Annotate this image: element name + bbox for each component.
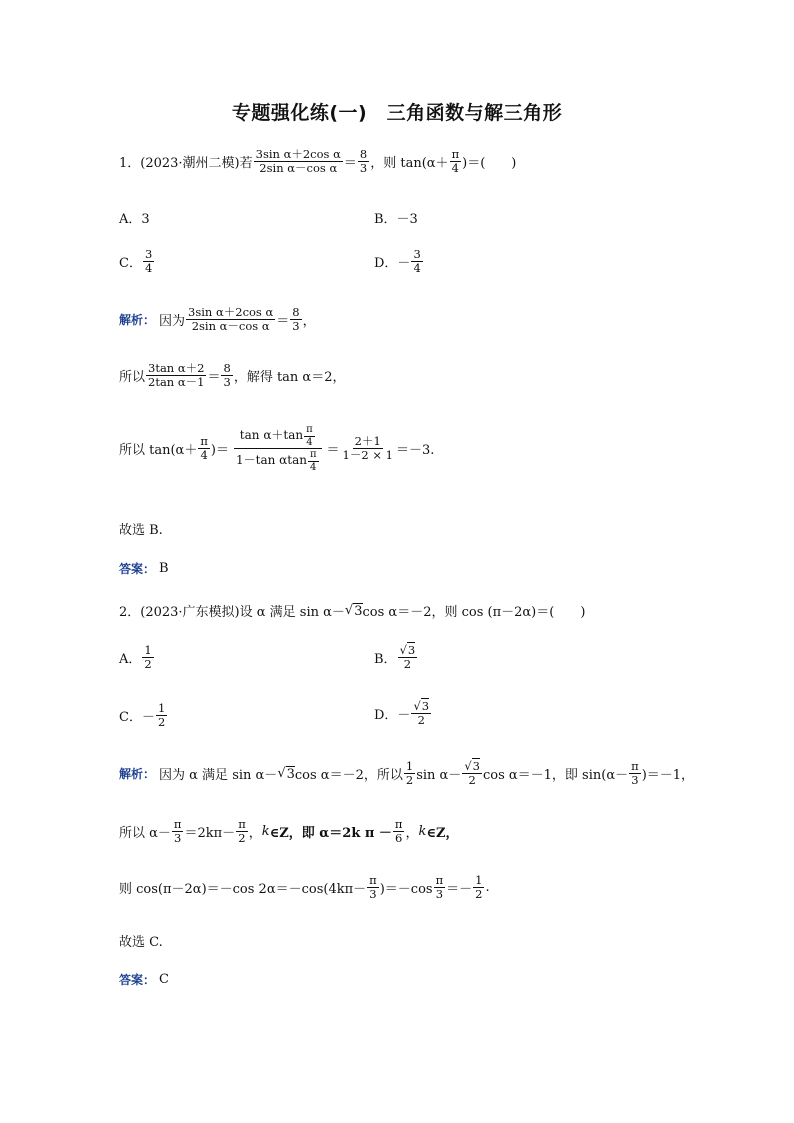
solution-label: 解析： [119,313,156,328]
q2-option-c: C．－ $\frac{1}{2}$ [119,701,166,730]
q1-rhs-fraction: $\frac{8}{3}$ [359,147,368,176]
page-title: 专题强化练(一) 三角函数与解三角形 [231,102,563,124]
q1-choose: 故选 B. [119,523,163,538]
q1-fraction: $\frac{\text{3sin α＋2cos α}}{\text{2sin α－cos α}}$ [255,147,341,176]
q2-answer: 答案： C [119,972,169,987]
q1-solution-line-1: 解析： 因为 $\frac{\text{3sin α＋2cos α}}{\text{2sin α－cos α}}$ ＝ $\frac{8}{3}$ ， [119,305,316,334]
q1-pi-quarter: $\frac{\pi}{4}$ [451,147,460,176]
q2-solution-line-2: 所以 α－ $\frac{\pi}{3}$ ＝2kπ－ $\frac{\pi}{2}$ ， k ∈Z，即 α＝2k π － $\frac{\pi}{6}$ ， k ∈Z， [119,817,459,846]
q1-solution-line-3: 所以 tan(α＋ $\frac{\pi}{4}$ )＝ tan α＋tan $\frac{\pi}{4}$ 1－tan αtan $\frac{\pi}{4}$ ＝ $\frac{2+1}{1-2 \times 1}$ ＝－3. [119,424,435,473]
q2-option-a: A． $\frac{1}{2}$ [119,643,152,672]
q2-solution-line-3: 则 cos(π－2α)＝－cos 2α＝－cos(4kπ－ $\frac{\pi}{3}$ )＝－cos $\frac{\pi}{3}$ ＝－ $\frac{1}{2}$ . [119,873,490,902]
q1-nested-fraction: tan α＋tan $\frac{\pi}{4}$ 1－tan αtan $\frac{\pi}{4}$ [230,424,326,473]
q1-solution-line-2: 所以 $\frac{\text{3tan α＋2}}{\text{2tan α－1}}$ ＝ $\frac{8}{3}$ ，解得 tan α＝2， [119,361,346,390]
q2-option-b: B． $\frac{√3}{2}$ [374,643,416,672]
question-1-stem: 1．(2023·潮州二模)若 $\frac{\text{3sin α＋2cos α}}{\text{2sin α－cos α}}$ ＝ $\frac{8}{3}$ ，则 tan(α＋ $\frac{\pi}{4}$ )＝( ) [119,147,517,176]
q1-option-d: D．－ $\frac{3}{4}$ [374,247,421,276]
q1-answer: 答案： B [119,561,169,576]
q1-option-a: A．3 [119,212,150,227]
question-2-stem: 2．(2023·广东模拟)设 α 满足 sin α－ √ 3 cos α＝－2，则 cos (π－2α)＝( ) [119,603,586,620]
q1-option-c: C． $\frac{3}{4}$ [119,247,153,276]
q1-prefix: 1．(2023·潮州二模)若 [119,156,253,172]
q2-solution-line-1: 解析： 因为 α 满足 sin α－ √ 3 cos α＝－2，所以 $\frac{1}{2}$ sin α－ $\frac{√3}{2}$ cos α＝－1，即 sin(α－ $\frac{\pi}{3}$ )＝－1， [119,759,695,788]
q2-choose: 故选 C. [119,935,163,950]
q1-option-b: B．－3 [374,212,418,227]
q2-option-d: D．－ $\frac{√3}{2}$ [374,699,430,728]
